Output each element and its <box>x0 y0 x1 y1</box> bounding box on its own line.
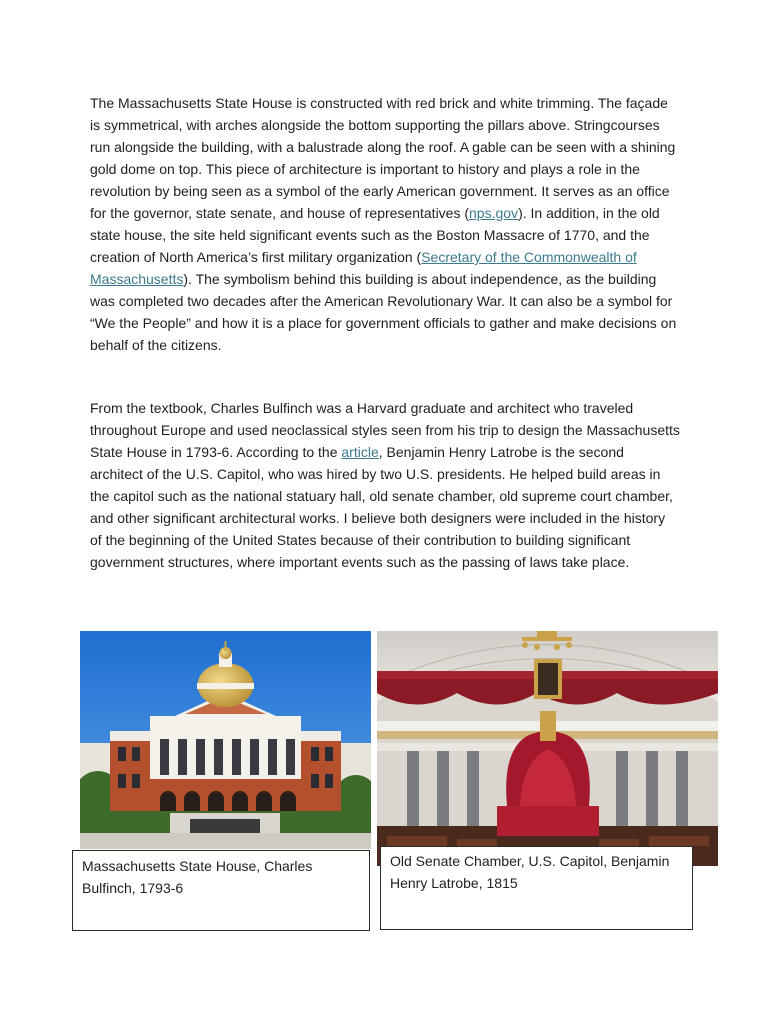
link-article[interactable]: article <box>341 444 379 460</box>
paragraph-state-house <box>90 92 680 356</box>
paragraph-architects <box>90 397 680 573</box>
paragraph-text: ). The symbolism behind this building is about independence, as the building was completed two decades after the American Revolutionary War. It can also be a symbol for “We the People” and how it is a place for government officials to gather and make decisions on behalf of the citizens. <box>90 271 677 353</box>
link-nps-gov[interactable]: nps.gov <box>469 205 519 221</box>
paragraph-text: ). In addition, in the old state house, the site held significant events such as the Boston Massacre of 1770, and the creation of North America’s first military organization ( <box>90 205 660 265</box>
caption-old-senate-chamber: Old Senate Chamber, U.S. Capitol, Benjamin Henry Latrobe, 1815 <box>380 846 693 930</box>
old-senate-chamber-photo <box>377 631 718 866</box>
paragraph-text: From the textbook, Charles Bulfinch was a Harvard graduate and architect who traveled throughout Europe and used neoclassical styles seen from his trip to design the Massachusetts State House in 1793-6. According to the <box>90 400 680 460</box>
link-secretary-commonwealth[interactable]: Secretary of the Commonwealth of Massachusetts <box>90 249 637 287</box>
caption-state-house: Massachusetts State House, Charles Bulfinch, 1793-6 <box>72 850 370 931</box>
paragraph-text: The Massachusetts State House is constructed with red brick and white trimming. The façade is symmetrical, with arches alongside the bottom supporting the pillars above. Stringcourses run alongside the building, with a balustrade along the roof. A gable can be seen with a shining gold dome on top. This piece of architecture is important to history and plays a role in the revolution by being seen as a symbol of the early American government. It serves as an office for the governor, state senate, and house of representatives ( <box>90 95 676 221</box>
state-house-photo <box>80 631 371 849</box>
paragraph-text: , Benjamin Henry Latrobe is the second architect of the U.S. Capitol, who was hired by two U.S. presidents. He helped build areas in the capitol such as the national statuary hall, old senate chamber, old supreme court chamber, and other significant architectural works. I believe both designers were included in the history of the beginning of the United States because of their contribution to building significant government structures, where important events such as the passing of laws take place. <box>90 444 673 570</box>
